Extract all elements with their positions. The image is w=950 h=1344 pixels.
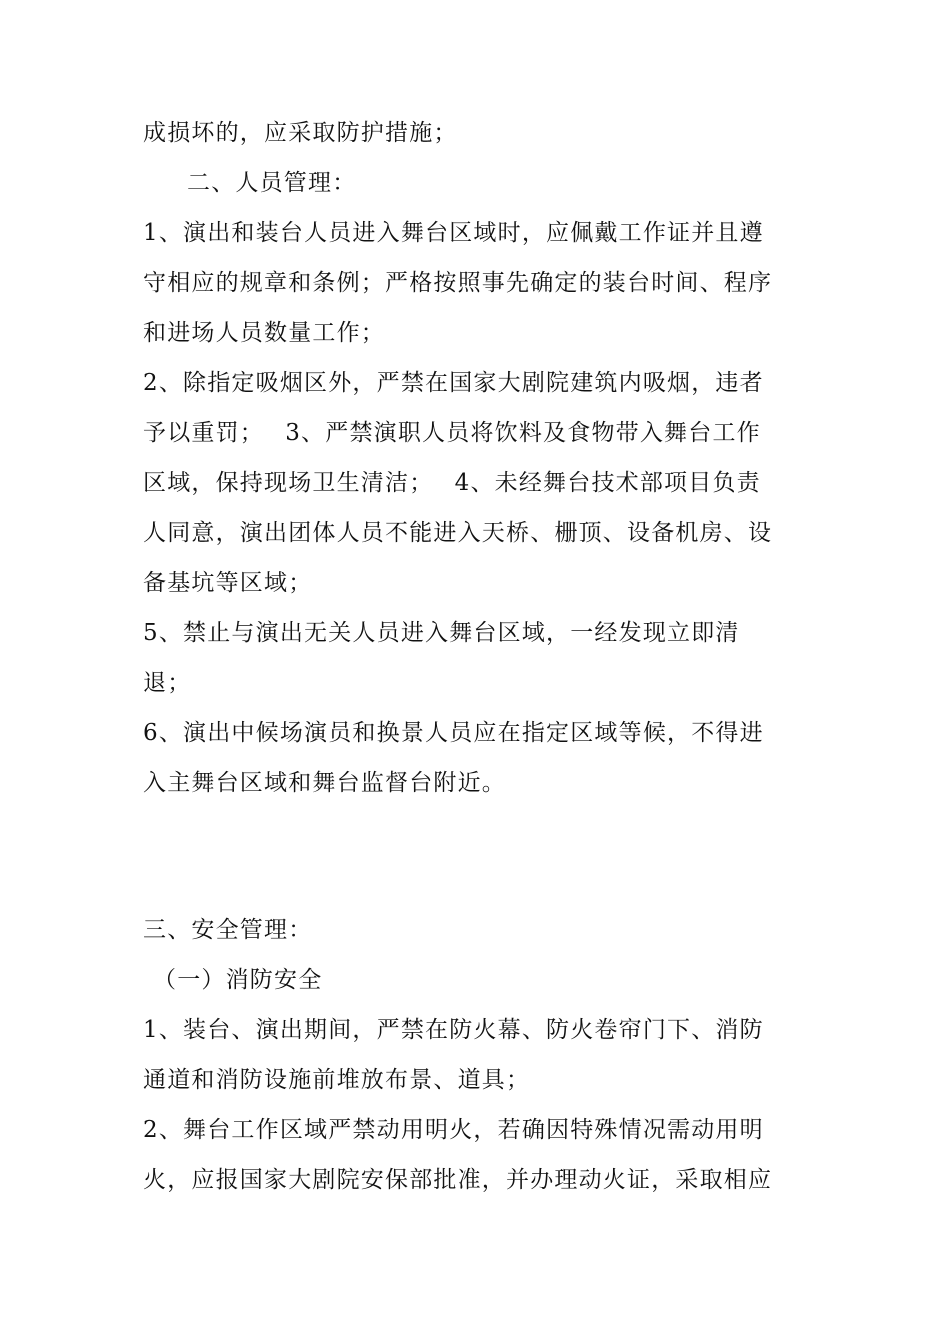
text-line: 6、演出中候场演员和换景人员应在指定区域等候，不得进: [143, 720, 764, 746]
text-line: 备基坑等区域；: [143, 570, 313, 596]
text-line: 火，应报国家大剧院安保部批准，并办理动火证，采取相应: [143, 1167, 773, 1193]
text-line: 成损坏的，应采取防护措施；: [143, 120, 458, 146]
text-line: 1、装台、演出期间，严禁在防火幕、防火卷帘门下、消防: [143, 1017, 764, 1043]
text-line: 2、除指定吸烟区外，严禁在国家大剧院建筑内吸烟，违者: [143, 370, 764, 396]
text-line: 2、舞台工作区域严禁动用明火，若确因特殊情况需动用明: [143, 1117, 764, 1143]
text-line: 守相应的规章和条例；严格按照事先确定的装台时间、程序: [143, 270, 773, 296]
text-line: 通道和消防设施前堆放布景、道具；: [143, 1067, 531, 1093]
text-line: 和进场人员数量工作；: [143, 320, 385, 346]
text-line: 退；: [143, 670, 192, 696]
section-heading-personnel: 二、人员管理：: [187, 170, 357, 196]
text-line: 人同意，演出团体人员不能进入天桥、栅顶、设备机房、设: [143, 520, 773, 546]
text-line: 入主舞台区域和舞台监督台附近。: [143, 770, 506, 796]
text-line: 1、演出和装台人员进入舞台区域时，应佩戴工作证并且遵: [143, 220, 764, 246]
section-heading-safety: 三、安全管理：: [143, 917, 313, 943]
text-line: 区域，保持现场卫生清洁； 4、未经舞台技术部项目负责: [143, 470, 761, 496]
subsection-heading-fire-safety: （一）消防安全: [153, 967, 323, 993]
text-line: 予以重罚； 3、严禁演职人员将饮料及食物带入舞台工作: [143, 420, 761, 446]
text-line: 5、禁止与演出无关人员进入舞台区域，一经发现立即清: [143, 620, 740, 646]
